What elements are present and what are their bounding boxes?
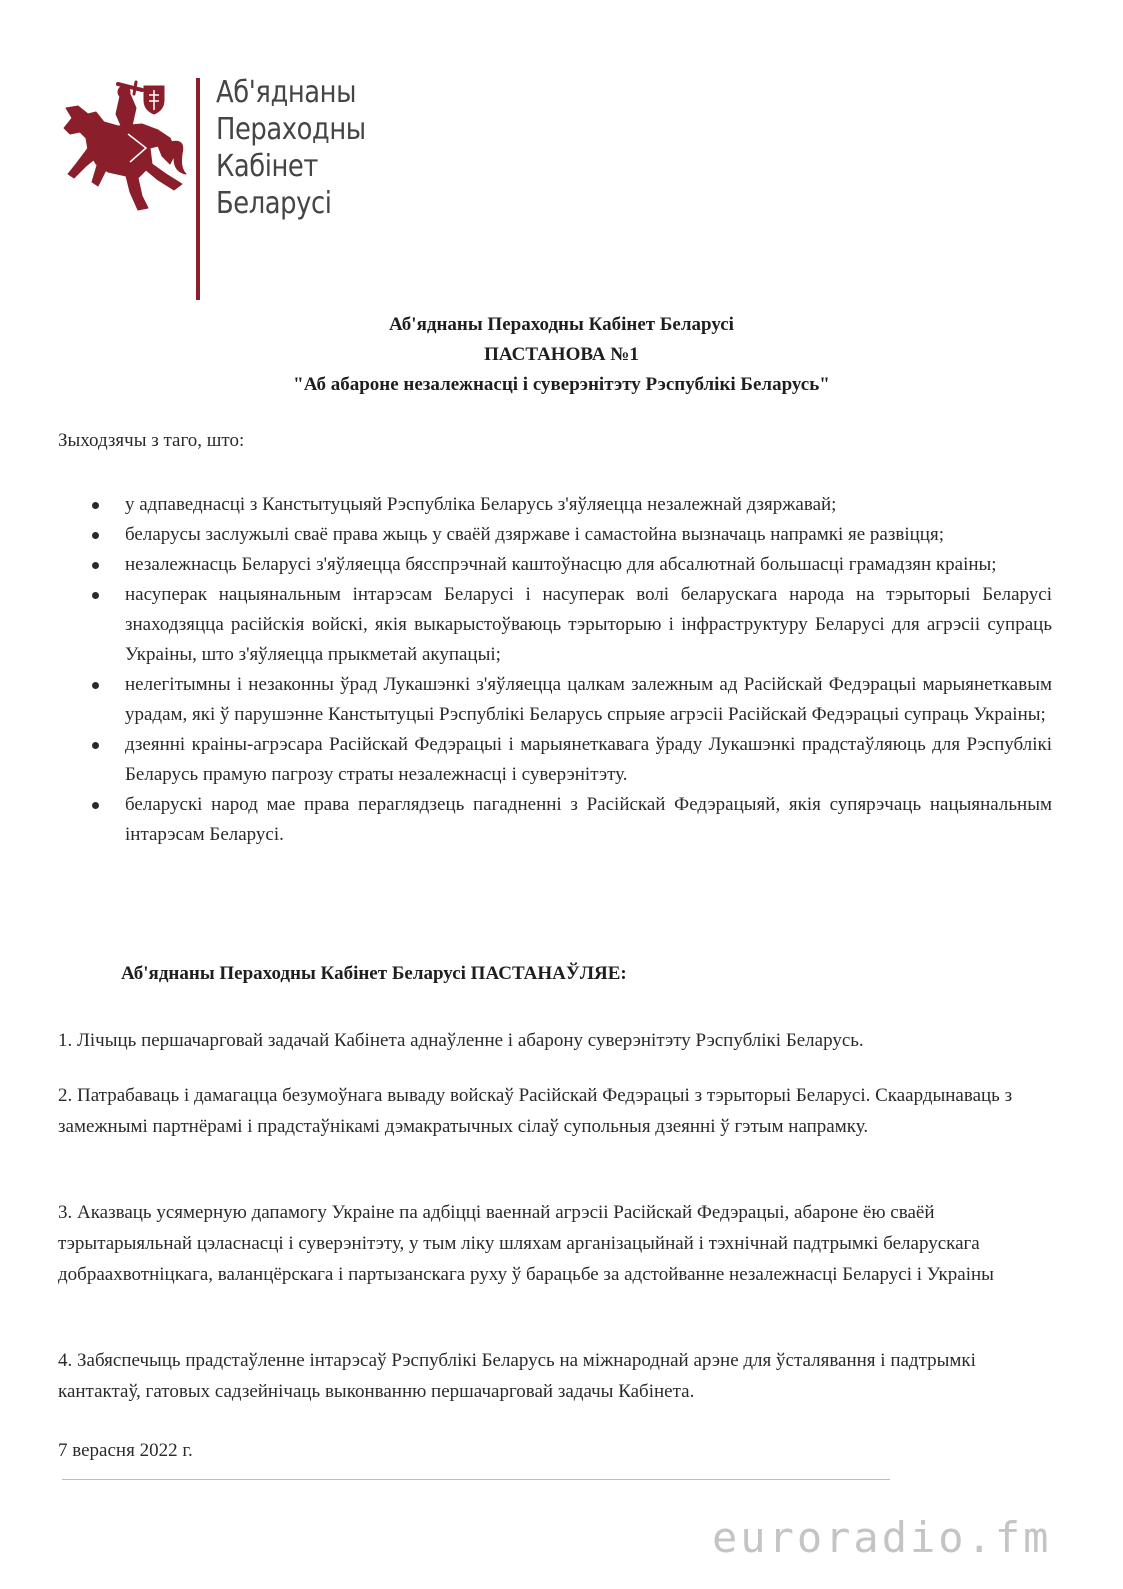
header-doc-type: ПАСТАНОВА №1: [484, 344, 639, 365]
list-item: [58, 490, 1052, 520]
divider: [62, 1479, 890, 1480]
logo-divider: [196, 78, 200, 300]
resolution-item-3: 3. Аказваць усямерную дапамогу Украіне па адбіцці ваеннай агрэсіі Расійскай Федэрацыі, абароне ёю сваёй тэрытарыяльнай цэласнасці і суверэнітэту, у тым ліку шляхам арганізацыйнай і тэхнічнай падтрымкі беларускага добраахвотніцкага, валанцёрскага і партызанскага руху ў барацьбе за адстойванне незалежнасці Беларусі і Украіны: [58, 1202, 994, 1285]
bullet-icon: [92, 682, 99, 689]
pahonia-knight-icon: [58, 78, 190, 218]
bullet-icon: [92, 502, 99, 509]
list-item: [58, 580, 1052, 670]
list-item-text: незалежнасць Беларусі з'яўляецца бясспрэчнай каштоўнасцю для абсалютнай большасці грамадзян краіны;: [125, 554, 997, 575]
logo-line-1: Аб'яднаны: [216, 75, 357, 110]
bullet-icon: [92, 532, 99, 539]
intro-text: Зыходзячы з таго, што:: [58, 430, 245, 451]
list-item: [58, 550, 1052, 580]
list-item-text: беларусы заслужылі сваё права жыць у сваёй дзяржаве і самастойна вызначаць напрамкі яе развіцця;: [125, 524, 944, 545]
resolves-heading: Аб'яднаны Пераходны Кабінет Беларусі ПАСТАНАЎЛЯЕ:: [121, 963, 627, 984]
watermark: euroradio.fm: [712, 1513, 1052, 1562]
logo-line-2: Пераходны: [216, 112, 366, 147]
document-date: 7 верасня 2022 г.: [58, 1440, 193, 1461]
header-title: "Аб абароне незалежнасці і суверэнітэту Рэспублікі Беларусь": [293, 374, 830, 395]
document-header: [0, 310, 1123, 400]
resolution-item-2: 2. Патрабаваць і дамагацца безумоўнага вываду войскаў Расійскай Федэрацыі з тэрыторыі Беларусі. Скаардынаваць з замежнымі партнёрамі і прадстаўнікамі дэмакратычных сілаў супольныя дзеянні ў гэтым напрамку.: [58, 1085, 1013, 1137]
logo-line-3: Кабінет: [216, 149, 318, 184]
list-item-text: дзеянні краіны-агрэсара Расійскай Федэрацыі і марыянеткавага ўраду Лукашэнкі прадстаўляюць для Рэспублікі Беларусь прамую пагрозу страты незалежнасці і суверэнітэту.: [125, 734, 1052, 785]
bullet-icon: [92, 562, 99, 569]
list-item-text: у адпаведнасці з Канстытуцыяй Рэспубліка Беларусь з'яўляецца незалежнай дзяржавай;: [125, 494, 837, 515]
list-item-text: насуперак нацыянальным інтарэсам Беларусі і насуперак волі беларускага народа на тэрыторыі Беларусі знаходзяцца расійскія войскі, якія выкарыстоўваюць тэрыторыю і інфраструктуру Беларусі для агрэсіі супраць Украіны, што з'яўляецца прыкметай акупацыі;: [125, 584, 1052, 665]
logo-line-4: Беларусі: [216, 186, 332, 221]
preamble-list: [58, 490, 1052, 850]
bullet-icon: [92, 802, 99, 809]
list-item: [58, 730, 1052, 790]
list-item: [58, 790, 1052, 850]
resolution-item-4: 4. Забяспечыць прадстаўленне інтарэсаў Рэспублікі Беларусь на міжнароднай арэне для ўсталявання і падтрымкі кантактаў, гатовых садзейнічаць выконванню першачарговай задачы Кабінета.: [58, 1350, 976, 1402]
header-org: Аб'яднаны Пераходны Кабінет Беларусі: [389, 314, 734, 335]
list-item-text: нелегітымны і незаконны ўрад Лукашэнкі з'яўляецца цалкам залежным ад Расійскай Федэрацыі марыянеткавым урадам, які ў парушэнне Канстытуцыі Рэспублікі Беларусь спрыяе агрэсіі Расійскай Федэрацыі супраць Украіны;: [125, 674, 1052, 725]
list-item: [58, 670, 1052, 730]
resolution-item-1: 1. Лічыць першачарговай задачай Кабінета аднаўленне і абарону суверэнітэту Рэспублікі Беларусь.: [58, 1030, 864, 1051]
list-item: [58, 520, 1052, 550]
list-item-text: беларускі народ мае права пераглядзець пагадненні з Расійскай Федэрацыяй, якія супярэчаць нацыянальным інтарэсам Беларусі.: [125, 794, 1052, 845]
bullet-icon: [92, 592, 99, 599]
logo-title: [216, 74, 366, 222]
bullet-icon: [92, 742, 99, 749]
